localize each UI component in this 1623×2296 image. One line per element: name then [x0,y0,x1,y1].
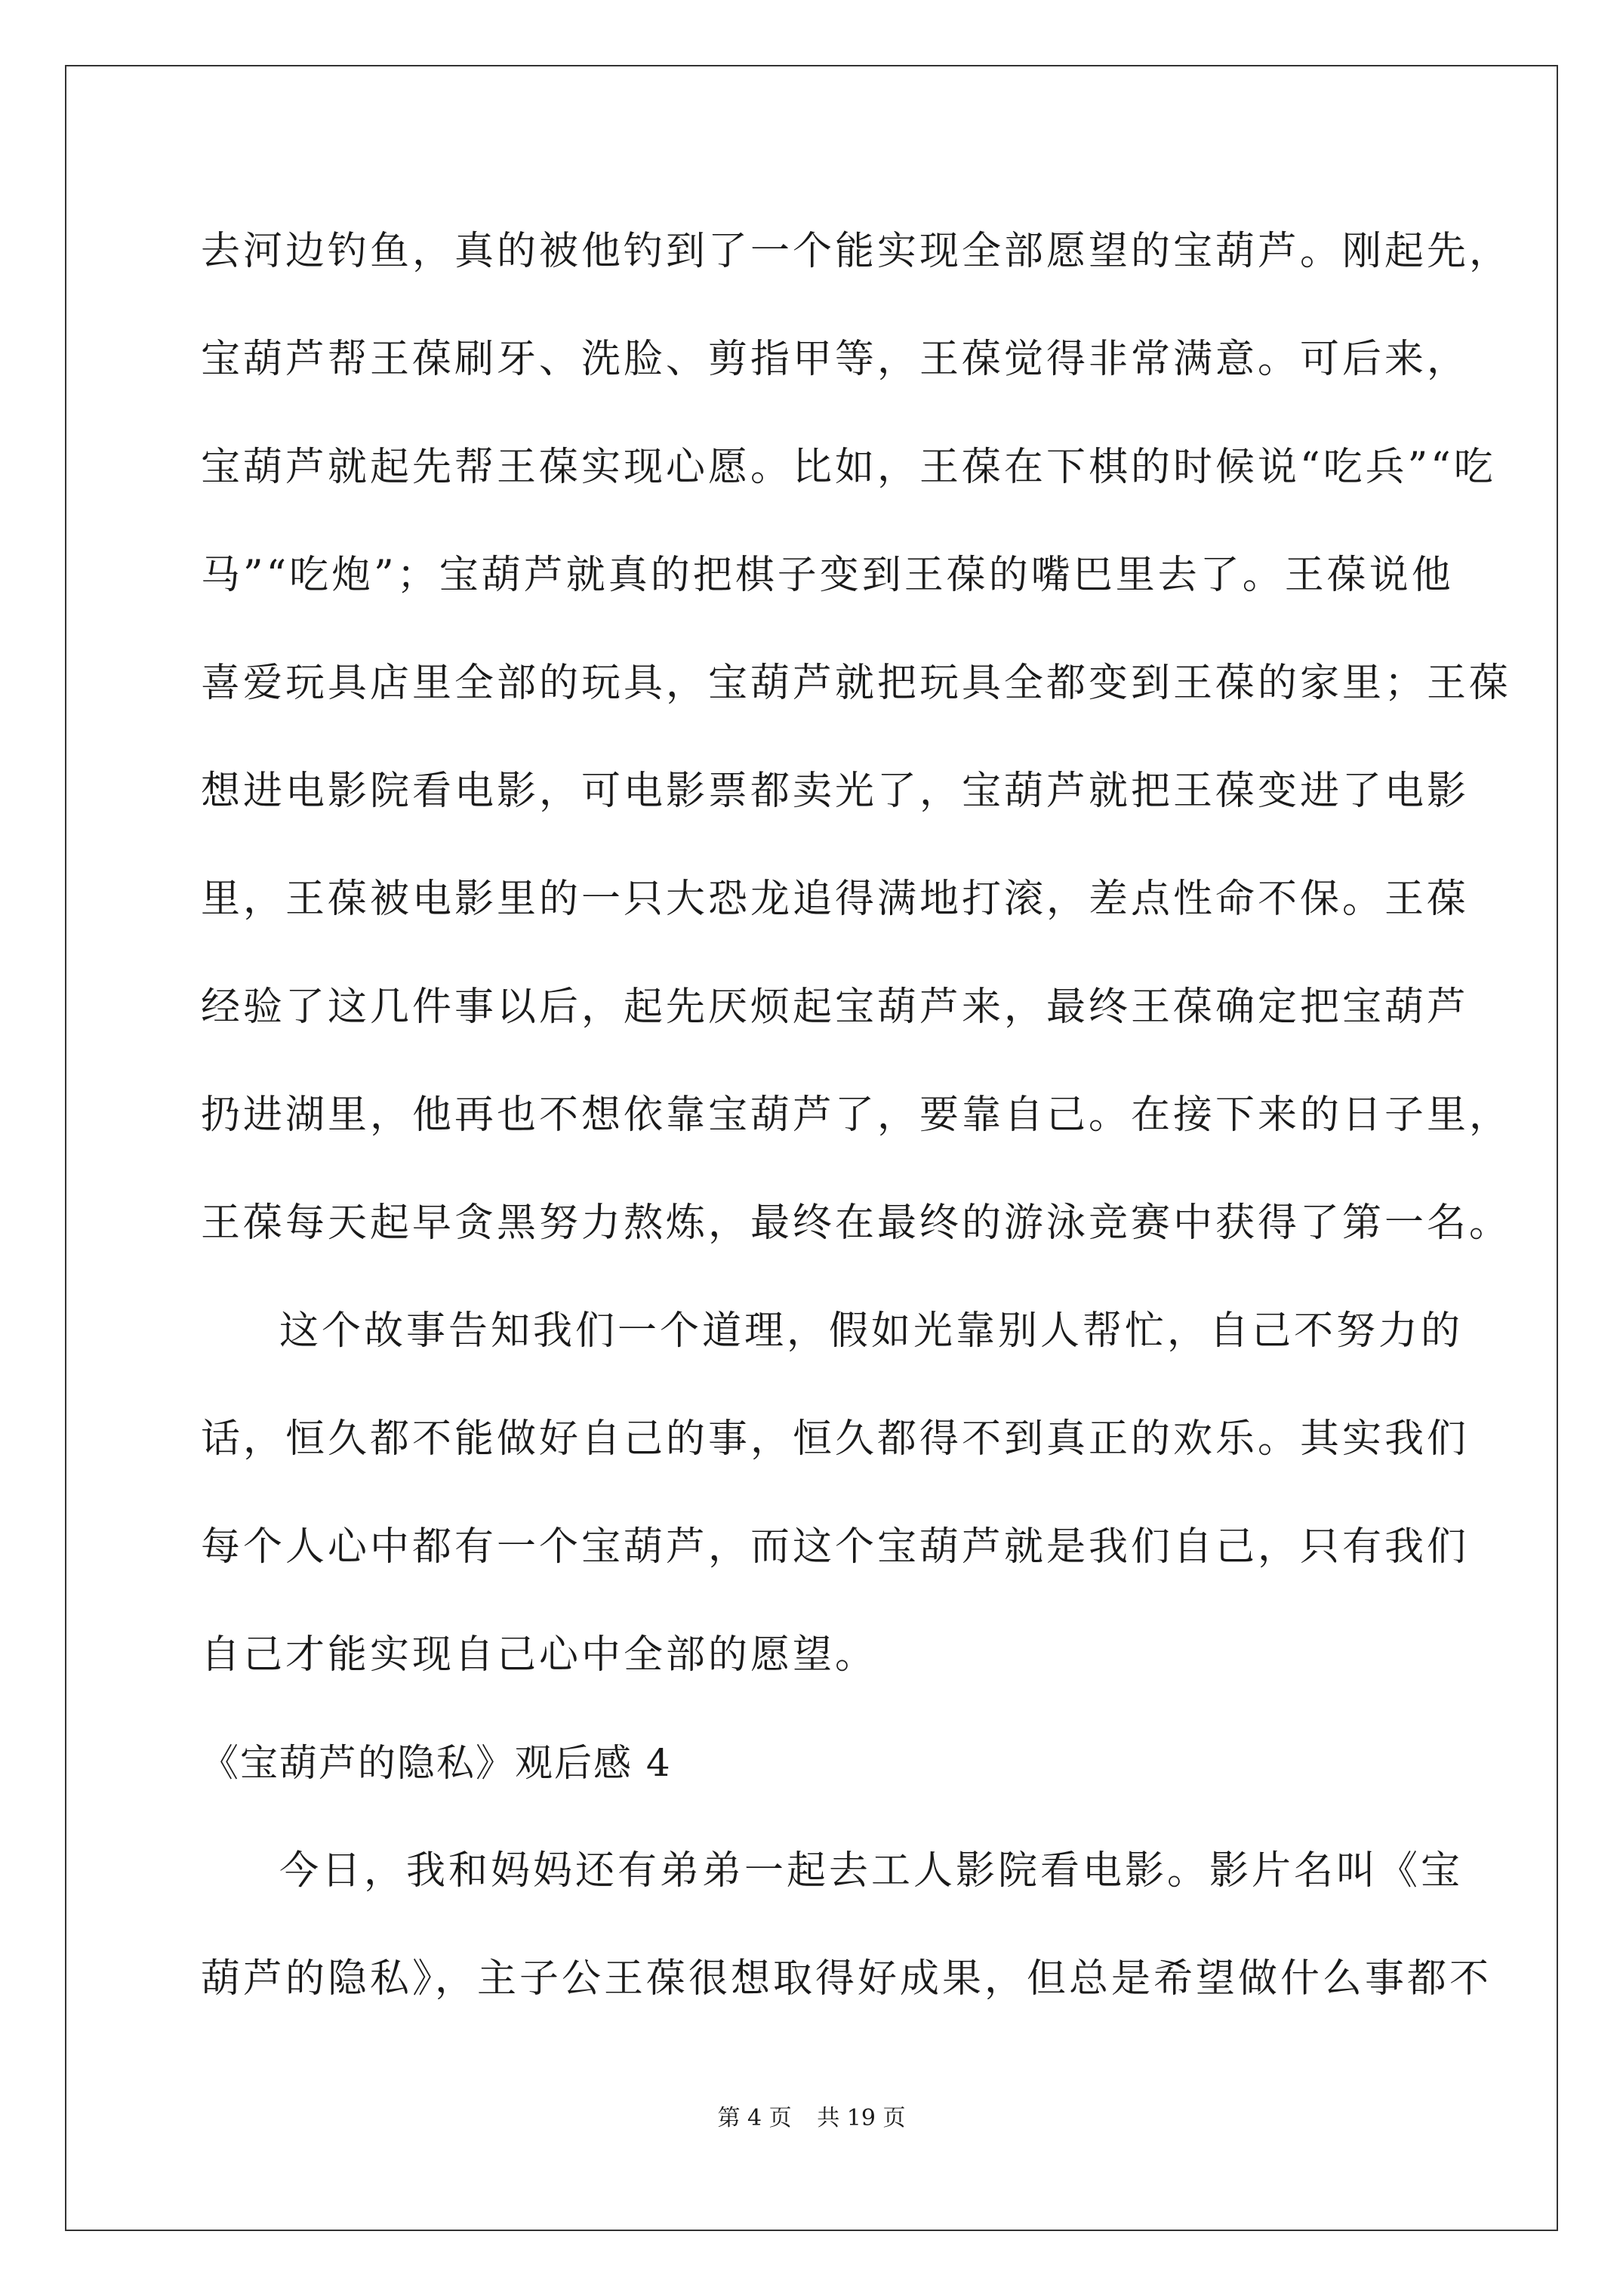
text-line: 每个人心中都有一个宝葫芦，而这个宝葫芦就是我们自己，只有我们 [201,1524,1470,1570]
text-line: 王葆每天起早贪黑努力熬炼，最终在最终的游泳竞赛中获得了第一名。 [201,1200,1512,1246]
text-line: 去河边钓鱼，真的被他钓到了一个能实现全部愿望的宝葫芦。刚起先， [201,229,1512,274]
text-line: 喜爱玩具店里全部的玩具，宝葫芦就把玩具全都变到王葆的家里；王葆 [201,661,1512,706]
section-heading: 《宝葫芦的隐私》观后感 4 [201,1741,672,1785]
page-footer [0,2103,1623,2134]
text-line: 宝葫芦就起先帮王葆实现心愿。比如，王葆在下棋的时候说“吃兵”“吃 [201,445,1496,490]
page-number: 第 4 页 [717,2105,792,2131]
page-total: 共 19 页 [817,2105,906,2131]
text-line: 宝葫芦帮王葆刷牙、洗脸、剪指甲等，王葆觉得非常满意。可后来， [201,337,1470,382]
document-body [201,198,1512,2033]
text-line: 马”“吃炮”；宝葫芦就真的把棋子变到王葆的嘴巴里去了。王葆说他 [201,553,1454,598]
text-line: 自己才能实现自己心中全部的愿望。 [201,1632,878,1678]
text-line: 经验了这几件事以后，起先厌烦起宝葫芦来，最终王葆确定把宝葫芦 [201,985,1470,1030]
text-line: 扔进湖里，他再也不想依靠宝葫芦了，要靠自己。在接下来的日子里， [201,1093,1512,1138]
text-line: 话，恒久都不能做好自己的事，恒久都得不到真正的欢乐。其实我们 [201,1416,1470,1462]
text-line: 葫芦的隐私》，主子公王葆很想取得好成果，但总是希望做什么事都不 [201,1956,1492,2002]
text-line: 里，王葆被电影里的一只大恐龙追得满地打滚，差点性命不保。王葆 [201,877,1470,922]
paragraph-start-line: 今日，我和妈妈还有弟弟一起去工人影院看电影。影片名叫《宝 [279,1848,1464,1894]
text-line: 想进电影院看电影，可电影票都卖光了，宝葫芦就把王葆变进了电影 [201,769,1470,814]
paragraph-start-line: 这个故事告知我们一个道理，假如光靠别人帮忙，自己不努力的 [279,1308,1464,1354]
